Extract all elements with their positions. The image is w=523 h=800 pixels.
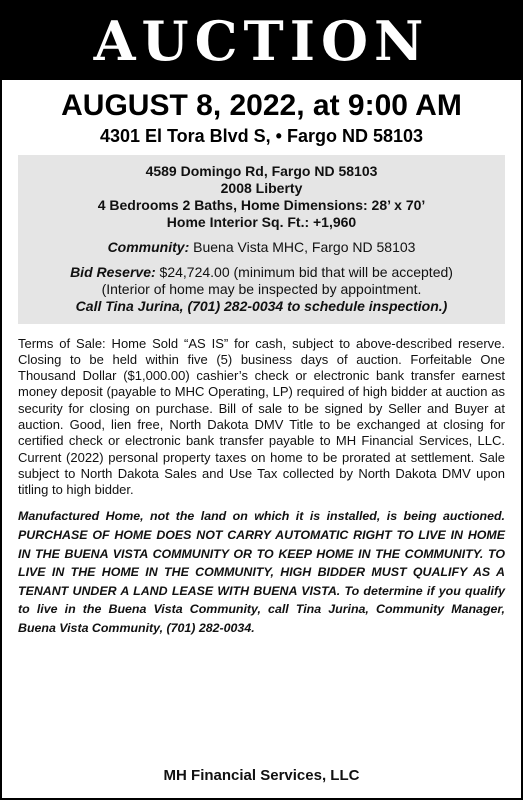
rooms-dimensions: 4 Bedrooms 2 Baths, Home Dimensions: 28’ x 70’: [97, 196, 426, 213]
banner: [2, 2, 521, 80]
community-line: [26, 239, 497, 256]
manufactured-home-notice: Manufactured Home, not the land on which it is installed, is being auctioned. PURCHASE OF HOME DOES NOT CARRY AUTOMATIC RIGHT TO LIVE IN HOME IN THE BUENA VISTA COMMUNITY OR TO KEEP HOME IN THE COMMUNITY. TO LIVE IN THE HOME IN THE COMMUNITY, HIGH BIDDER MUST QUALIFY AS A TENANT UNDER A LAND LEASE WITH BUENA VISTA. To determine if you qualify to live in the Buena Vista Community, call Tina Jurina, Community Manager, Buena Vista Community, (701) 282-0034.: [18, 509, 505, 636]
property-address: 4589 Domingo Rd, Fargo ND 58103: [145, 162, 378, 179]
community-label: Community:: [107, 238, 190, 255]
reserve-label: Bid Reserve:: [70, 263, 156, 280]
interior-sqft: Home Interior Sq. Ft.: +1,960: [166, 213, 357, 230]
home-model: 2008 Liberty: [220, 179, 303, 196]
auction-address: 4301 El Tora Blvd S, • Fargo ND 58103: [99, 125, 424, 146]
reserve-value: $24,724.00 (minimum bid that will be accepted): [159, 263, 453, 280]
terms-of-sale: Terms of Sale: Home Sold “AS IS” for cash, subject to above-described reserve. Closing to be held within five (5) business days of auction. Forfeitable One Thousand Dollar ($1,000.00) cashier’s check or electronic bank transfer earnest money deposit (payable to MHC Operating, LP) required of high bidder at auction as security for closing on purchase. Bill of sale to be signed by Seller and Buyer at auction. Good, lien free, North Dakota DMV Title to be exchanged at closing for certified check or electronic bank transfer payable to MH Financial Services, LLC. Current (2022) personal property taxes on home to be prorated at settlement. Sale subject to North Dakota Sales and Use Tax collected by North Dakota DMV upon titling to high bidder.: [18, 335, 505, 498]
reserve-line: [26, 264, 497, 281]
property-details-box: [18, 155, 505, 324]
banner-title: AUCTION: [93, 9, 430, 73]
contact-line: Call Tina Jurina, (701) 282-0034 to schedule inspection.): [75, 297, 448, 314]
auction-date: AUGUST 8, 2022, at 9:00 AM: [61, 89, 462, 122]
community-value: Buena Vista MHC, Fargo ND 58103: [193, 238, 416, 255]
company-footer: MH Financial Services, LLC: [163, 767, 360, 784]
inspection-note: (Interior of home may be inspected by appointment.: [101, 280, 422, 297]
